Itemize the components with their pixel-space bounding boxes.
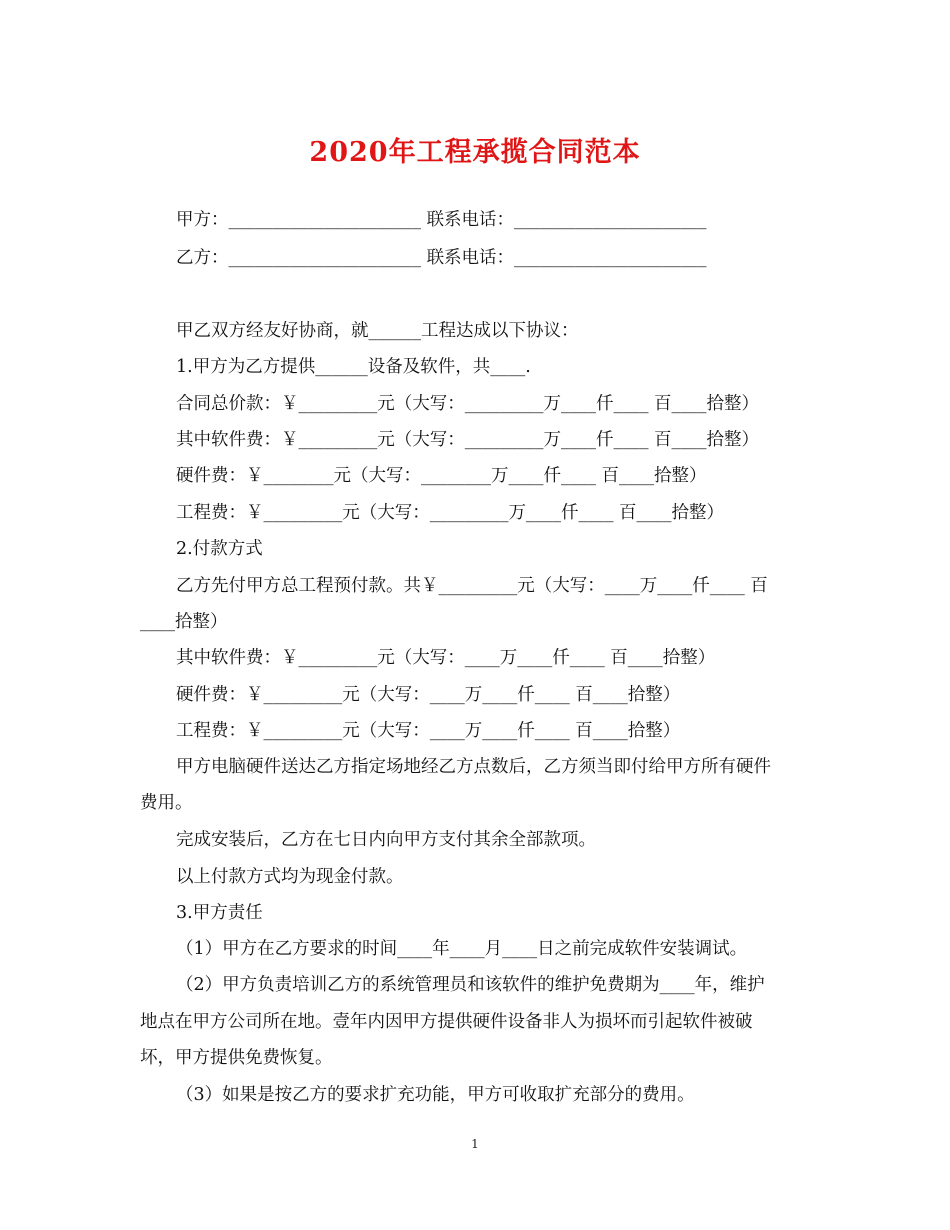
clause-3-heading: 3.甲方责任 — [176, 903, 263, 923]
prepay-software-fee-line: 其中软件费：￥_________元（大写：____万____仟____ 百____拾整） — [176, 648, 716, 668]
document-title: 2020年工程承揽合同范本 — [309, 137, 641, 168]
prepay-engineering-fee-line: 工程费：￥_________元（大写：____万____仟____ 百____拾整） — [176, 721, 681, 741]
total-price-line: 合同总价款：￥_________元（大写：_________万____仟____ 百____拾整） — [176, 394, 760, 414]
prepay-hardware-fee-line: 硬件费：￥_________元（大写：____万____仟____ 百____拾整） — [176, 685, 681, 705]
party-b-line: 乙方：______________________ 联系电话：______________________ — [176, 248, 707, 268]
responsibility-2-cont-1: 地点在甲方公司所在地。壹年内因甲方提供硬件设备非人为损坏而引起软件被破 — [140, 1012, 753, 1032]
prepayment-line: 乙方先付甲方总工程预付款。共￥_________元（大写：____万____仟____ 百 — [176, 576, 768, 596]
clause-2-heading: 2.付款方式 — [176, 539, 263, 559]
page-number: 1 — [471, 1137, 479, 1151]
clause-1: 1.甲方为乙方提供______设备及软件，共____. — [176, 357, 531, 377]
hardware-delivery-paragraph-cont: 费用。 — [140, 793, 193, 813]
engineering-fee-line: 工程费：￥_________元（大写：_________万____仟____ 百____拾整） — [176, 503, 725, 523]
installation-payment-paragraph: 完成安装后，乙方在七日内向甲方支付其余全部款项。 — [176, 830, 596, 850]
responsibility-2: （2）甲方负责培训乙方的系统管理员和该软件的维护免费期为____年，维护 — [176, 975, 765, 995]
agreement-intro: 甲乙双方经友好协商，就______工程达成以下协议： — [176, 321, 579, 341]
hardware-fee-line: 硬件费：￥________元（大写：________万____仟____ 百____拾整） — [176, 466, 707, 486]
cash-payment-paragraph: 以上付款方式均为现金付款。 — [176, 867, 404, 887]
responsibility-3: （3）如果是按乙方的要求扩充功能，甲方可收取扩充部分的费用。 — [176, 1085, 695, 1105]
responsibility-2-cont-2: 坏，甲方提供免费恢复。 — [140, 1048, 333, 1068]
software-fee-line: 其中软件费：￥_________元（大写：_________万____仟____ 百____拾整） — [176, 430, 760, 450]
responsibility-1: （1）甲方在乙方要求的时间____年____月____日之前完成软件安装调试。 — [176, 939, 748, 959]
party-a-line: 甲方：______________________ 联系电话：______________________ — [176, 210, 707, 230]
prepayment-line-cont: ____拾整） — [140, 612, 228, 632]
hardware-delivery-paragraph: 甲方电脑硬件送达乙方指定场地经乙方点数后，乙方须当即付给甲方所有硬件 — [176, 757, 771, 777]
